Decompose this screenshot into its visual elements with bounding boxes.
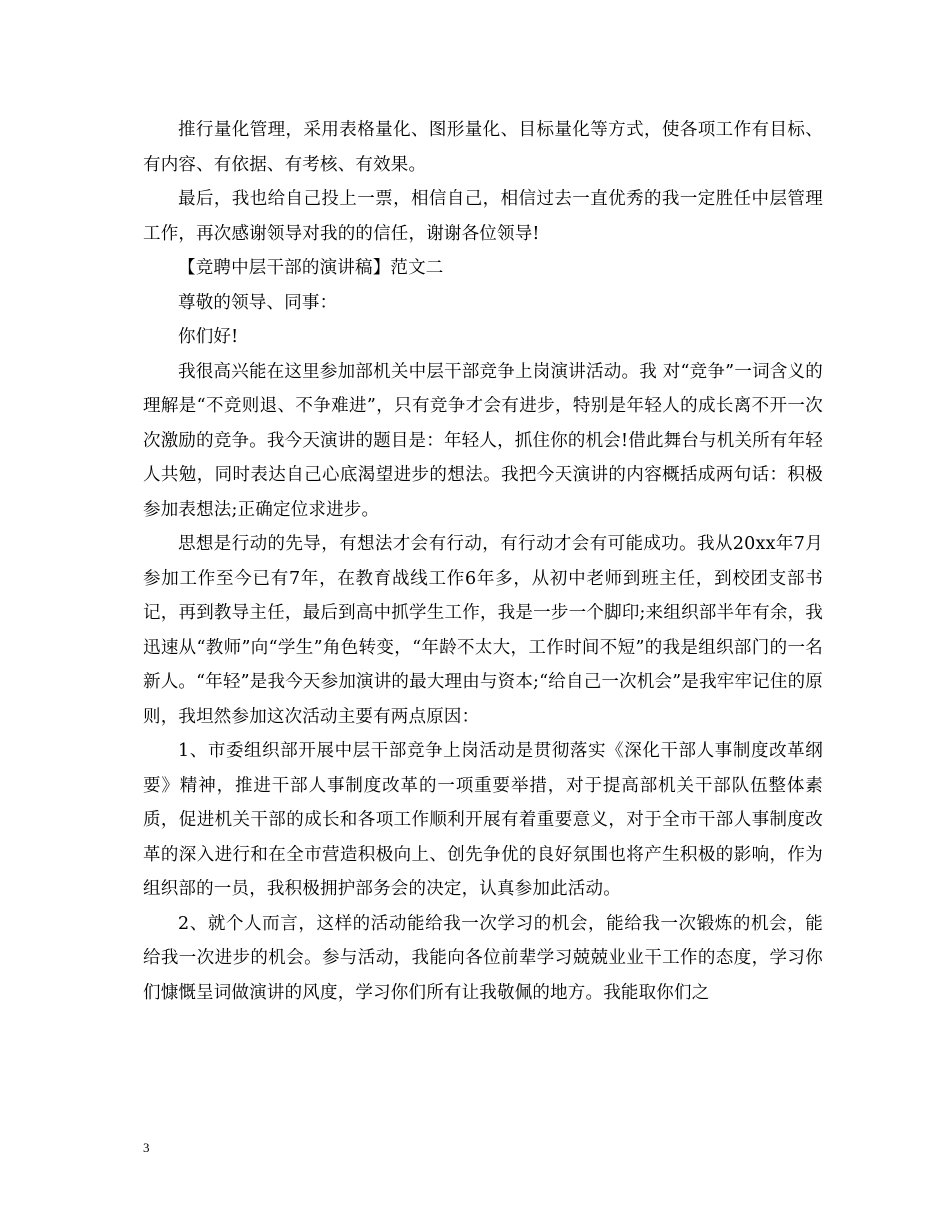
document-body xyxy=(143,113,823,1010)
paragraph-2: 最后，我也给自己投上一票，相信自己，相信过去一直优秀的我一定胜任中层管理工作，再次感谢领导对我的的信任，谢谢各位领导! xyxy=(143,189,823,244)
page-number: 3 xyxy=(143,1140,150,1155)
salutation: 尊敬的领导、同事： xyxy=(178,292,338,313)
paragraph-reason-1: 1、市委组织部开展中层干部竞争上岗活动是贯彻落实《深化干部人事制度改革纲要》精神，推进干部人事制度改革的一项重要举措，对于提高部机关干部队伍整体素质，促进机关干部的成长和各项工作顺利开展有着重要意义，对于全市干部人事制度改革的深入进行和在全市营造积极向上、创先争优的良好氛围也将产生积极的影响，作为组织部的一员，我积极拥护部务会的决定，认真参加此活动。 xyxy=(143,741,823,899)
paragraph-reason-2: 2、就个人而言，这样的活动能给我一次学习的机会，能给我一次锻炼的机会，能给我一次进步的机会。参与活动，我能向各位前辈学习兢兢业业干工作的态度，学习你们慷慨呈词做演讲的风度，学习你们所有让我敬佩的地方。我能取你们之 xyxy=(143,913,823,1003)
paragraph-1: 推行量化管理，采用表格量化、图形量化、目标量化等方式，使各项工作有目标、有内容、有依据、有考核、有效果。 xyxy=(143,120,823,175)
section-heading: 【竞聘中层干部的演讲稿】范文二 xyxy=(178,258,444,278)
paragraph-intro: 我很高兴能在这里参加部机关中层干部竞争上岗演讲活动。我 对“竞争”一词含义的理解是“不竞则退、不争难进”，只有竞争才会有进步，特别是年轻人的成长离不开一次次激励的竞争。我今天演讲的题目是：年轻人，抓住你的机会!借此舞台与机关所有年轻人共勉，同时表达自己心底渴望进步的想法。我把今天演讲的内容概括成两句话：积极参加表想法;正确定位求进步。 xyxy=(143,361,823,520)
greeting: 你们好! xyxy=(178,327,239,347)
paragraph-thoughts: 思想是行动的先导，有想法才会有行动，有行动才会有可能成功。我从20xx年7月参加工作至今已有7年，在教育战线工作6年多，从初中老师到班主任，到校团支部书记，再到教导主任，最后到高中抓学生工作，我是一步一个脚印;来组织部半年有余，我迅速从“教师”向“学生”角色转变，“年龄不太大，工作时间不短”的我是组织部门的一名新人。“年轻”是我今天参加演讲的最大理由与资本;“给自己一次机会”是我牢牢记住的原则，我坦然参加这次活动主要有两点原因： xyxy=(143,534,823,727)
